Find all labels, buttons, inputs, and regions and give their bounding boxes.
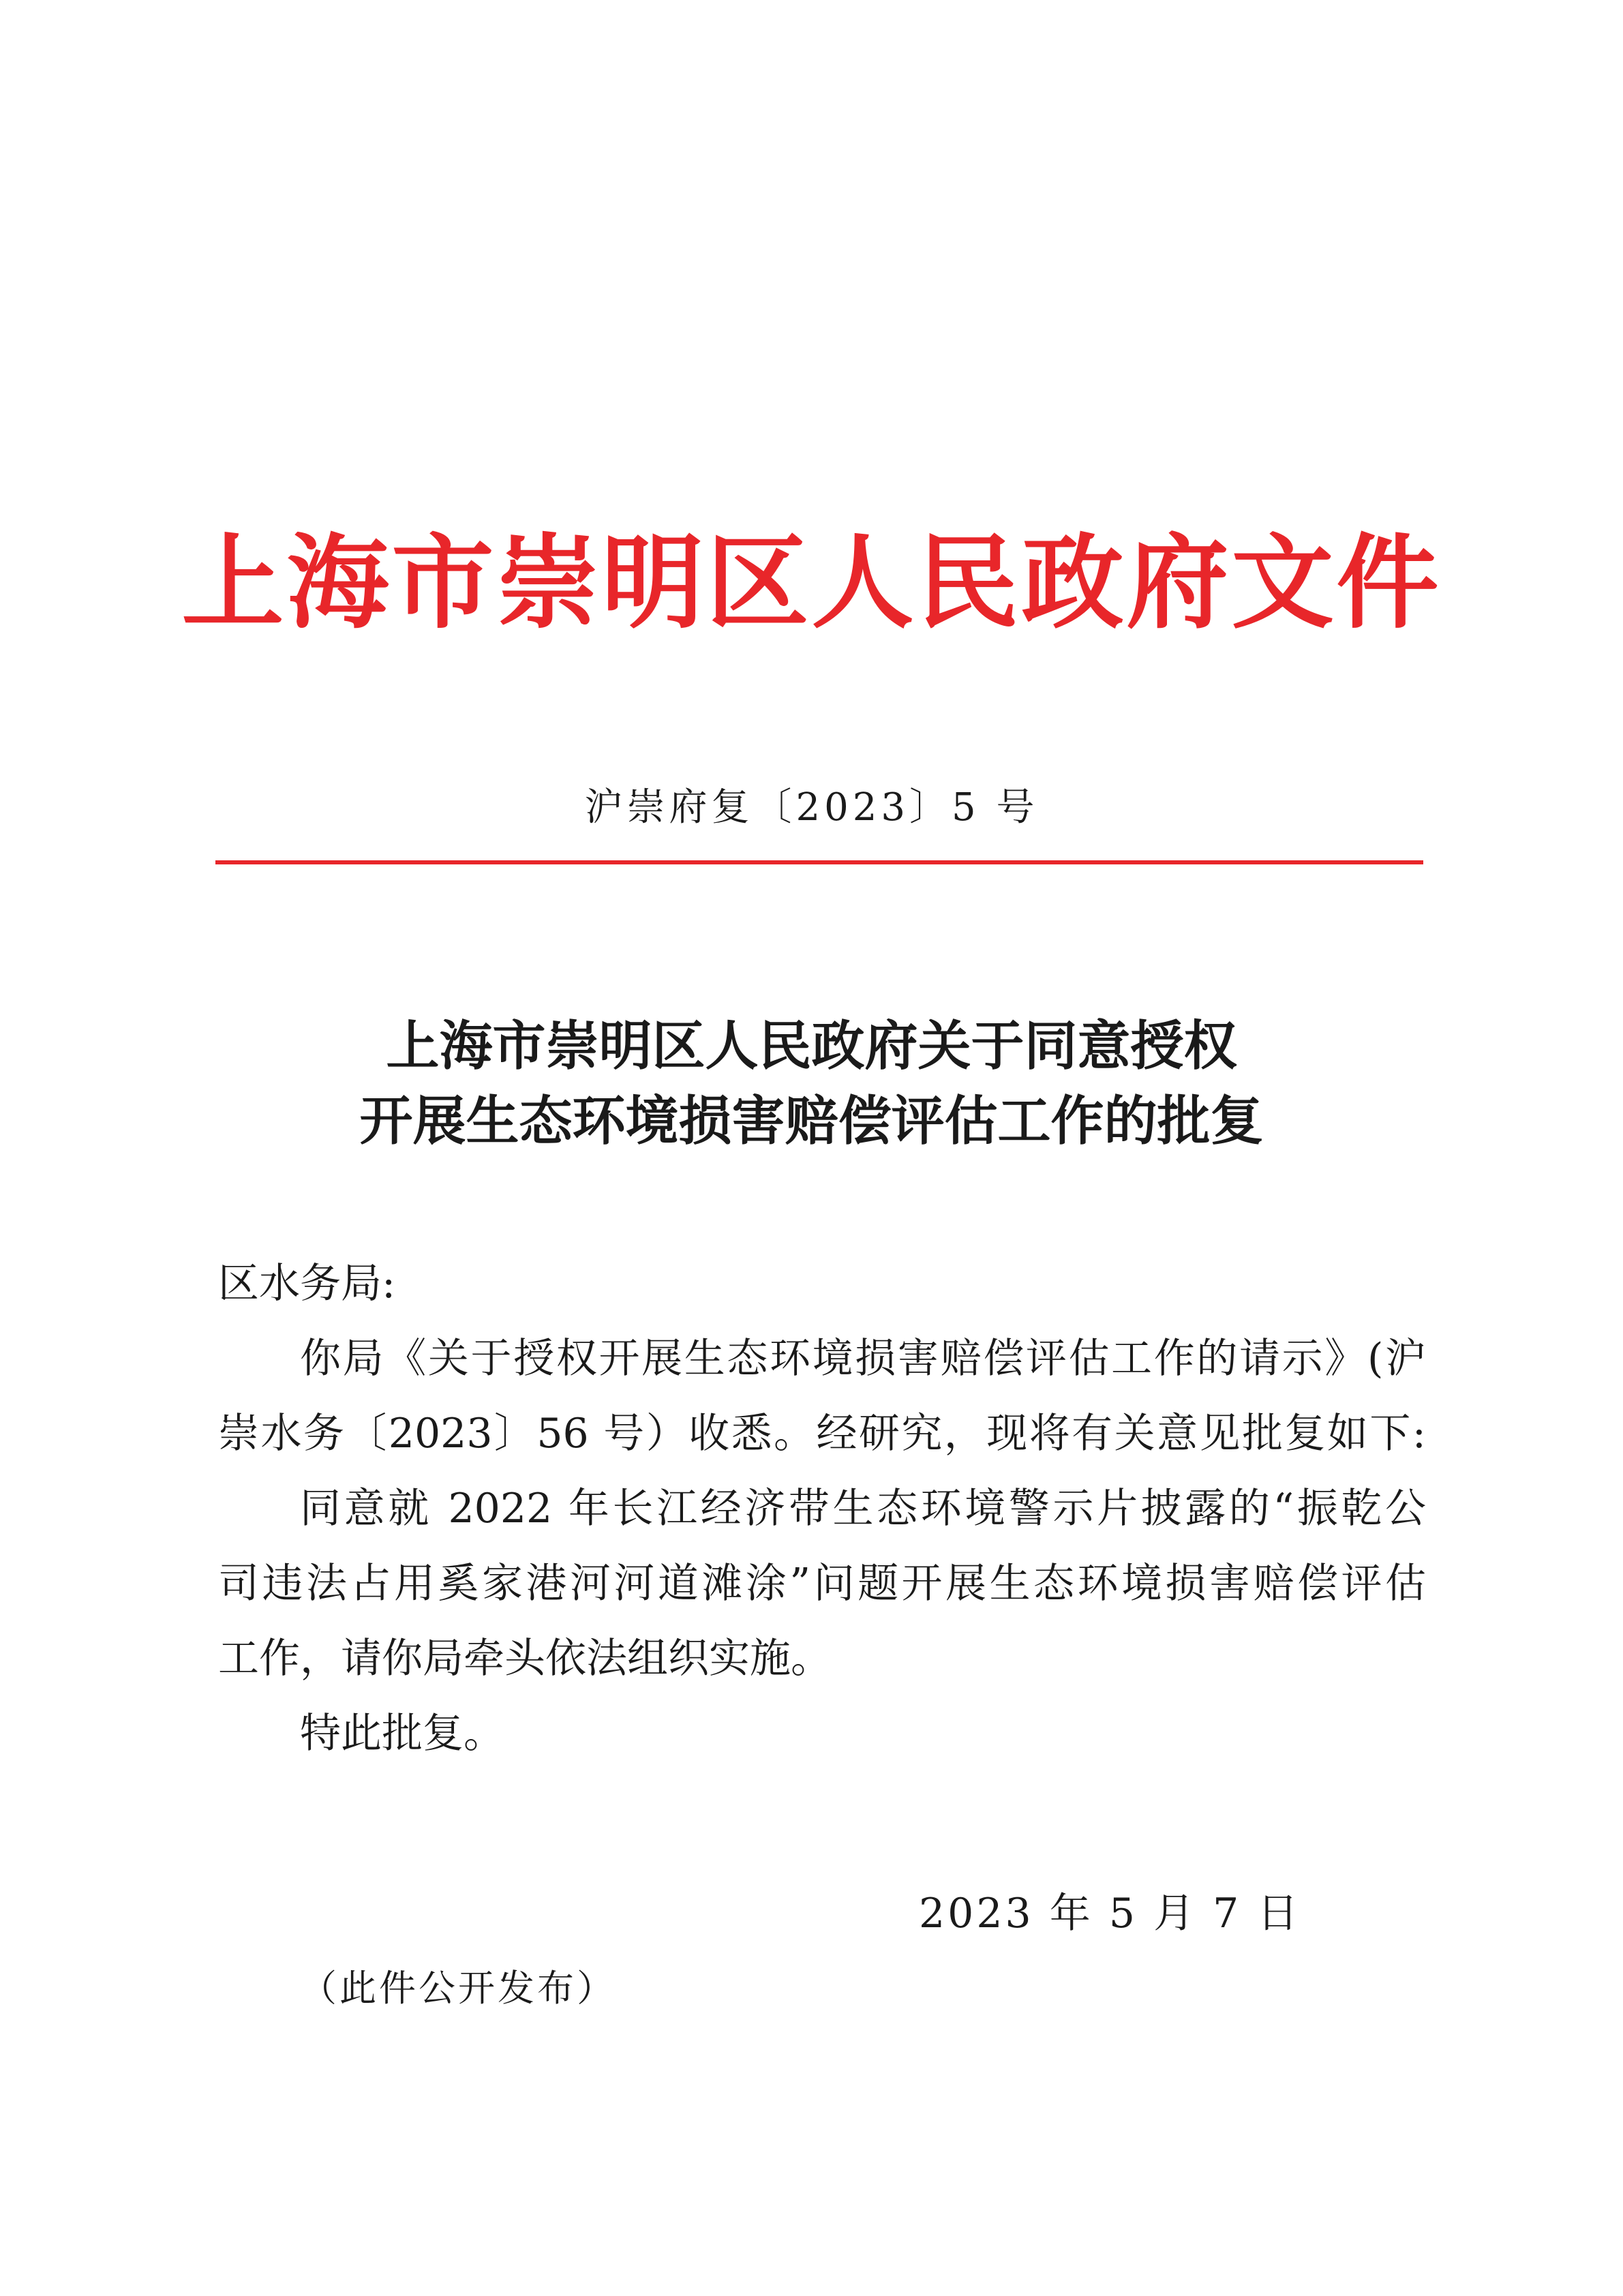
issuer-header-title: 上海市崇明区人民政府文件 bbox=[181, 523, 1442, 643]
document-number: 沪崇府复〔2023〕5 号 bbox=[584, 785, 1039, 830]
publication-note: （此件公开发布） bbox=[300, 1967, 616, 2010]
paragraph-2-line-2: 司违法占用奚家港河河道滩涂”问题开展生态环境损害赔偿评估 bbox=[218, 1560, 1426, 1607]
closing-remark: 特此批复。 bbox=[300, 1710, 504, 1757]
paragraph-1-line-2: 崇水务〔2023〕56 号）收悉。经研究，现将有关意见批复如下: bbox=[218, 1410, 1426, 1457]
salutation: 区水务局: bbox=[218, 1260, 396, 1308]
document-title-line-2: 开展生态环境损害赔偿评估工作的批复 bbox=[359, 1090, 1264, 1152]
red-separator-line bbox=[215, 860, 1423, 864]
paragraph-1-line-1: 你局《关于授权开展生态环境损害赔偿评估工作的请示》(沪 bbox=[300, 1335, 1426, 1383]
issue-date: 2023 年 5 月 7 日 bbox=[919, 1890, 1301, 1937]
paragraph-2-line-3: 工作，请你局牵头依法组织实施。 bbox=[218, 1635, 832, 1682]
document-title-line-1: 上海市崇明区人民政府关于同意授权 bbox=[386, 1015, 1237, 1077]
paragraph-2-line-1: 同意就 2022 年长江经济带生态环境警示片披露的“振乾公 bbox=[300, 1485, 1426, 1532]
